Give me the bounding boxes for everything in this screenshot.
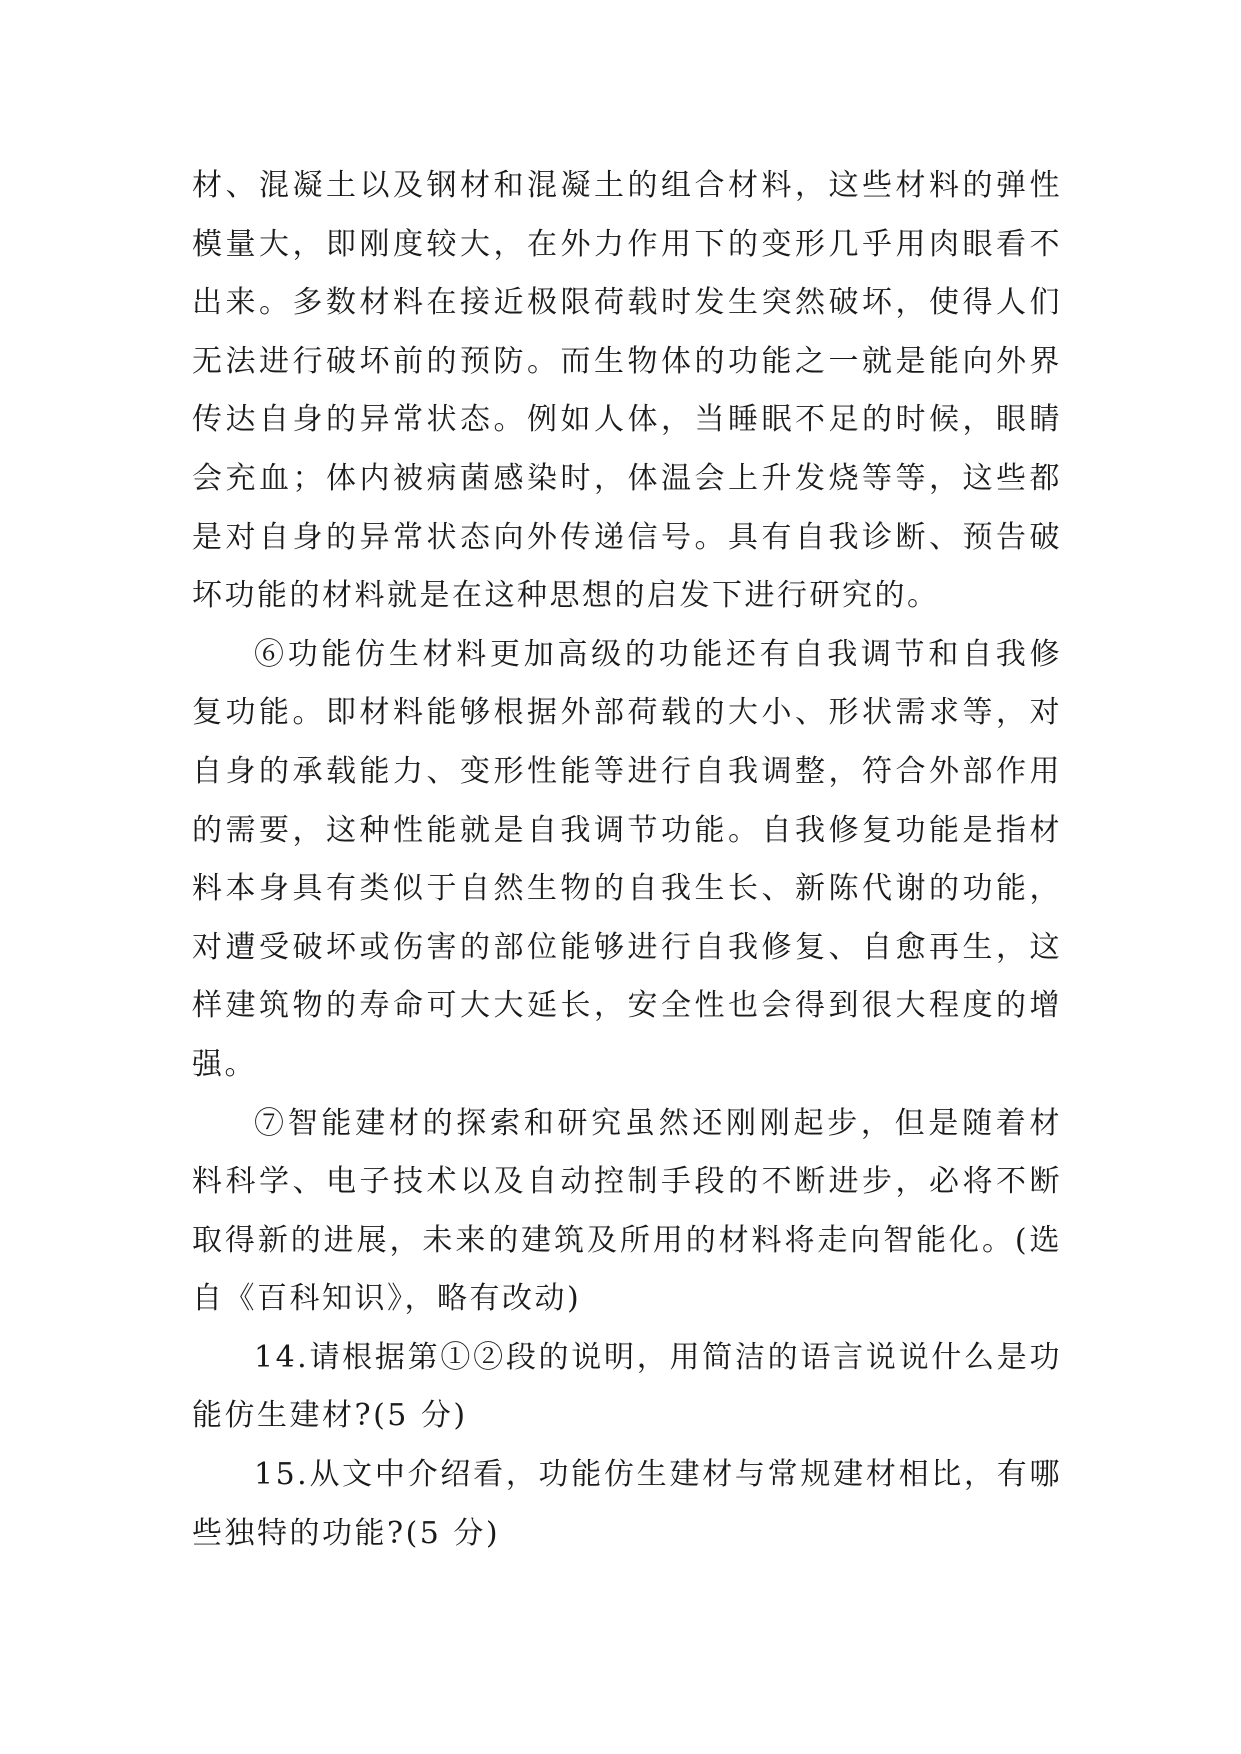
- document-body: [192, 157, 1062, 1563]
- question-14: 14.请根据第①②段的说明，用简洁的语言说说什么是功能仿生建材?(5 分): [192, 1339, 1062, 1434]
- question-15: 15.从文中介绍看，功能仿生建材与常规建材相比，有哪些独特的功能?(5 分): [192, 1457, 1062, 1551]
- paragraph-continuation: 材、混凝土以及钢材和混凝土的组合材料，这些材料的弹性模量大，即刚度较大，在外力作用下的变形几乎用肉眼看不出来。多数材料在接近极限荷载时发生突然破坏，使得人们无法进行破坏前的预防。而生物体的功能之一就是能向外界传达自身的异常状态。例如人体，当睡眠不足的时候，眼睛会充血；体内被病菌感染时，体温会上升发烧等等，这些都是对自身的异常状态向外传递信号。具有自我诊断、预告破坏功能的材料就是在这种思想的启发下进行研究的。: [192, 168, 1062, 614]
- paragraph-7: ⑦智能建材的探索和研究虽然还刚刚起步，但是随着材料科学、电子技术以及自动控制手段的不断进步，必将不断取得新的进展，未来的建筑及所用的材料将走向智能化。(选自《百科知识》，略有改动): [192, 1105, 1062, 1317]
- paragraph-6: ⑥功能仿生材料更加高级的功能还有自我调节和自我修复功能。即材料能够根据外部荷载的大小、形状需求等，对自身的承载能力、变形性能等进行自我调整，符合外部作用的需要，这种性能就是自我调节功能。自我修复功能是指材料本身具有类似于自然生物的自我生长、新陈代谢的功能，对遭受破坏或伤害的部位能够进行自我修复、自愈再生，这样建筑物的寿命可大大延长，安全性也会得到很大程度的增强。: [192, 636, 1062, 1082]
